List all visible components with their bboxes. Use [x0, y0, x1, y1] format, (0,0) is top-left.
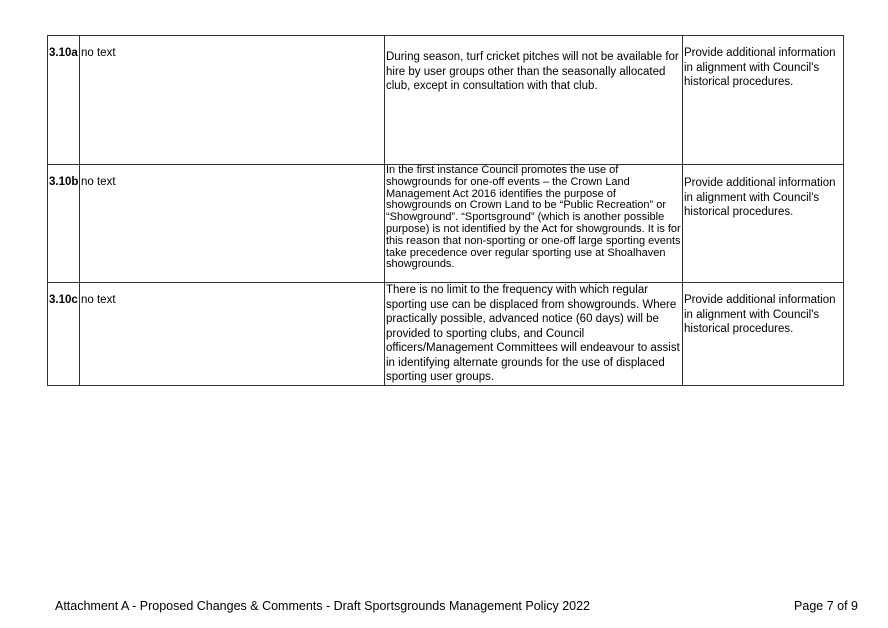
- table-row: [48, 165, 844, 283]
- proposed-text: There is no limit to the frequency with which regular sporting use can be displaced from showgrounds. Where practically possible, advanced notice (60 days) will be provided to sporting clubs, and Council officers/Management Committees will endeavour to assist in identifying alternate grounds for the use of displaced sporting user groups.: [385, 283, 683, 386]
- page-number: Page 7 of 9: [794, 599, 858, 613]
- comment-text: Provide additional information in alignment with Council's historical procedures.: [683, 36, 844, 165]
- clause-number: 3.10b: [48, 165, 80, 283]
- original-text: no text: [80, 36, 385, 165]
- proposed-text: In the first instance Council promotes the use of showgrounds for one-off events – the Crown Land Management Act 2016 identifies the purpose of showgrounds on Crown Land to be “Public Recreation” or “Showground”. “Sportsground” (which is another possible purpose) is not identified by the Act for showgrounds. It is for this reason that non-sporting or one-off large sporting events take precedence over regular sporting use at Shoalhaven showgrounds.: [385, 165, 683, 283]
- comment-text: Provide additional information in alignment with Council's historical procedures.: [683, 283, 844, 386]
- table-row: [48, 36, 844, 165]
- comment-text: Provide additional information in alignment with Council's historical procedures.: [683, 165, 844, 283]
- original-text: no text: [80, 165, 385, 283]
- footer-title: Attachment A - Proposed Changes & Comments - Draft Sportsgrounds Management Policy 2022: [55, 599, 590, 613]
- proposed-text: During season, turf cricket pitches will not be available for hire by user groups other than the seasonally allocated club, except in consultation with that club.: [385, 36, 683, 165]
- clause-number: 3.10a: [48, 36, 80, 165]
- clause-number: 3.10c: [48, 283, 80, 386]
- original-text: no text: [80, 283, 385, 386]
- table-row: [48, 283, 844, 386]
- policy-changes-table: [47, 35, 844, 386]
